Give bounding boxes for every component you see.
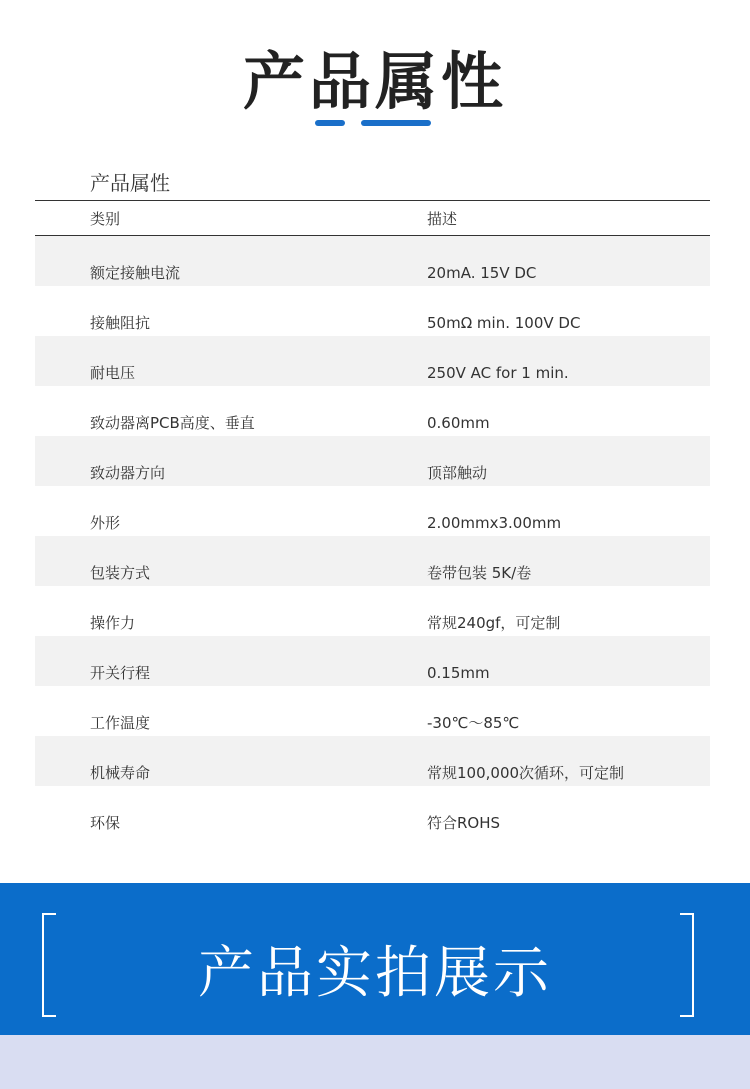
row-value: 2.00mmx3.00mm — [427, 514, 562, 532]
table-row — [35, 736, 710, 786]
table-row — [35, 436, 710, 486]
title-decoration-short — [315, 120, 345, 126]
table-row — [35, 286, 710, 336]
row-label: 外形 — [90, 514, 121, 532]
row-label: 工作温度 — [90, 714, 151, 732]
row-label: 环保 — [90, 814, 121, 832]
row-value: -30℃～85℃ — [427, 714, 520, 732]
row-value: 250V AC for 1 min. — [427, 364, 569, 382]
row-value: 0.60mm — [427, 414, 490, 432]
row-label: 致动器离PCB高度、垂直 — [90, 414, 255, 432]
table-row — [35, 386, 710, 436]
page-title: 产品属性 — [242, 45, 507, 118]
row-label: 致动器方向 — [90, 464, 166, 482]
table-row — [35, 686, 710, 736]
row-label: 机械寿命 — [90, 764, 151, 782]
row-label: 包装方式 — [90, 564, 151, 582]
row-label: 耐电压 — [90, 364, 136, 382]
spec-table-heading: 产品属性 — [90, 171, 170, 195]
table-row — [35, 486, 710, 536]
table-row — [35, 536, 710, 586]
table-row — [35, 586, 710, 636]
row-value: 50mΩ min. 100V DC — [427, 314, 581, 332]
table-row — [35, 236, 710, 286]
row-value: 卷带包装 5K/卷 — [427, 564, 532, 582]
row-label: 接触阻抗 — [90, 314, 151, 332]
row-value: 符合ROHS — [427, 814, 501, 832]
column-header-category: 类别 — [90, 210, 121, 228]
photo-section-banner — [0, 883, 750, 1035]
row-value: 常规240gf，可定制 — [427, 614, 561, 632]
table-row — [35, 786, 710, 836]
row-label: 开关行程 — [90, 664, 151, 682]
row-value: 0.15mm — [427, 664, 490, 682]
banner-title: 产品实拍展示 — [198, 941, 552, 1006]
table-top-rule — [35, 200, 710, 201]
spec-table-body — [35, 236, 710, 836]
row-value: 顶部触动 — [427, 464, 488, 482]
footer-strip — [0, 1035, 750, 1089]
title-decoration-long — [361, 120, 431, 126]
row-value: 常规100,000次循环，可定制 — [427, 764, 625, 782]
row-value: 20mA. 15V DC — [427, 264, 537, 282]
table-row — [35, 336, 710, 386]
row-label: 额定接触电流 — [90, 264, 181, 282]
column-header-description: 描述 — [427, 210, 458, 228]
row-label: 操作力 — [90, 614, 136, 632]
table-row — [35, 636, 710, 686]
